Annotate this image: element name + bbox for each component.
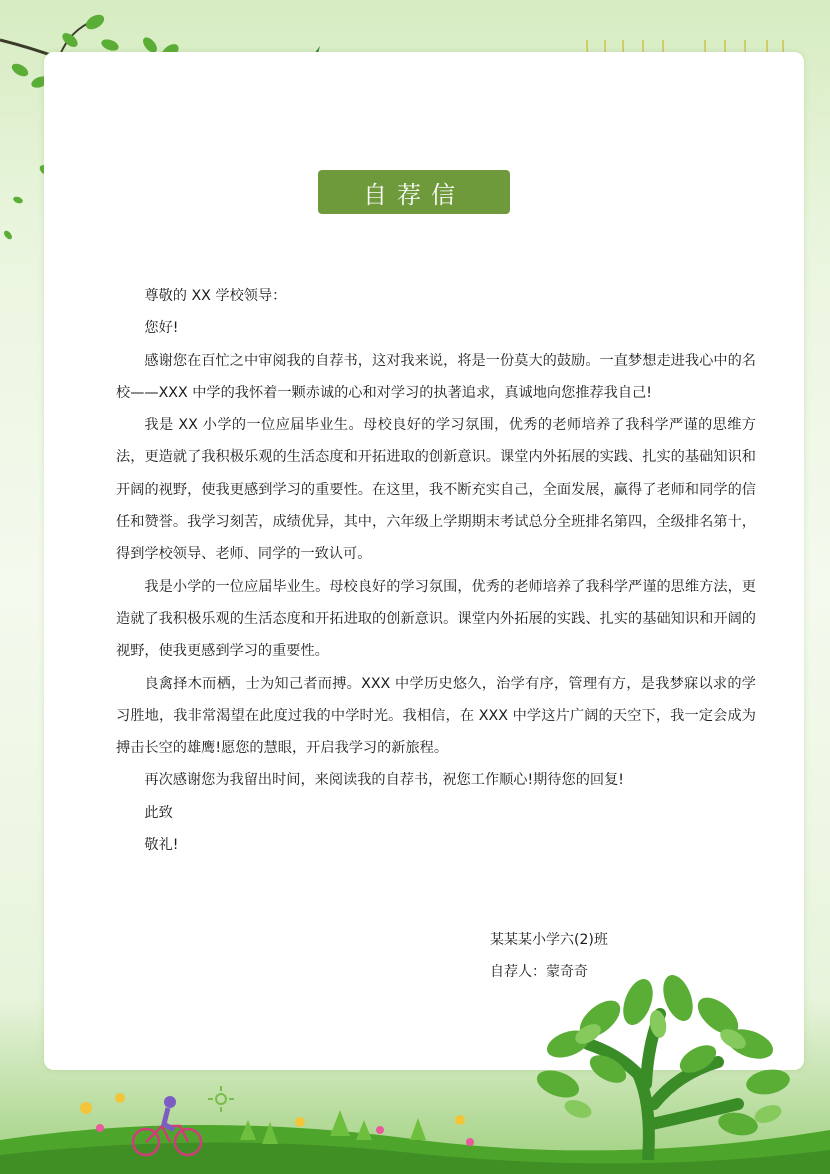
paragraph-5: 再次感谢您为我留出时间，来阅读我的自荐书，祝您工作顺心!期待您的回复!: [144, 772, 624, 789]
paragraph-4: 良禽择木而栖，士为知己者而搏。XXX 中学历史悠久，治学有序，管理有方，是我梦寐以求的学习胜地，我非常渴望在此度过我的中学时光。我相信，在 XXX 中学这片广阔的天空下，我一定会成为搏击长空的雄鹰!愿您的慧眼，开启我学习的新旅程。: [116, 675, 756, 757]
closing-line-1: 此致: [144, 804, 173, 821]
page-title: 自荐信: [318, 170, 510, 214]
salutation: 您好!: [144, 320, 179, 337]
signature-block: [490, 924, 608, 988]
signature-name: 自荐人：蒙奇奇: [490, 964, 588, 980]
paragraph-2: 我是 XX 小学的一位应届毕业生。母校良好的学习氛围，优秀的老师培养了我科学严谨的思维方法，更造就了我积极乐观的生活态度和开拓进取的创新意识。课堂内外拓展的实践、扎实的基础知识和开阔的视野，使我更感到学习的重要性。在这里，我不断充实自己，全面发展，赢得了老师和同学的信任和赞誉。我学习刻苦，成绩优异，其中，六年级上学期期末考试总分全班排名第四，全级排名第十，得到学校领导、老师、同学的一致认可。: [116, 417, 756, 563]
letter-body: [116, 280, 756, 861]
signature-school: 某某某小学六(2)班: [490, 932, 608, 948]
green-tree-icon: [528, 974, 798, 1160]
paragraph-3: 我是小学的一位应届毕业生。母校良好的学习氛围，优秀的老师培养了我科学严谨的思维方法，更造就了我积极乐观的生活态度和开拓进取的创新意识。课堂内外拓展的实践、扎实的基础知识和开阔的视野，使我更感到学习的重要性。: [116, 578, 756, 660]
cyclist-icon: [130, 1092, 204, 1158]
greeting: 尊敬的 XX 学校领导：: [144, 288, 287, 304]
paragraph-1: 感谢您在百忙之中审阅我的自荐书，这对我来说，将是一份莫大的鼓励。一直梦想走进我心中的名校——XXX 中学的我怀着一颗赤诚的心和对学习的执著追求，真诚地向您推荐我自己!: [116, 352, 756, 401]
sun-icon: [208, 1086, 234, 1112]
closing-line-2: 敬礼!: [144, 837, 179, 854]
